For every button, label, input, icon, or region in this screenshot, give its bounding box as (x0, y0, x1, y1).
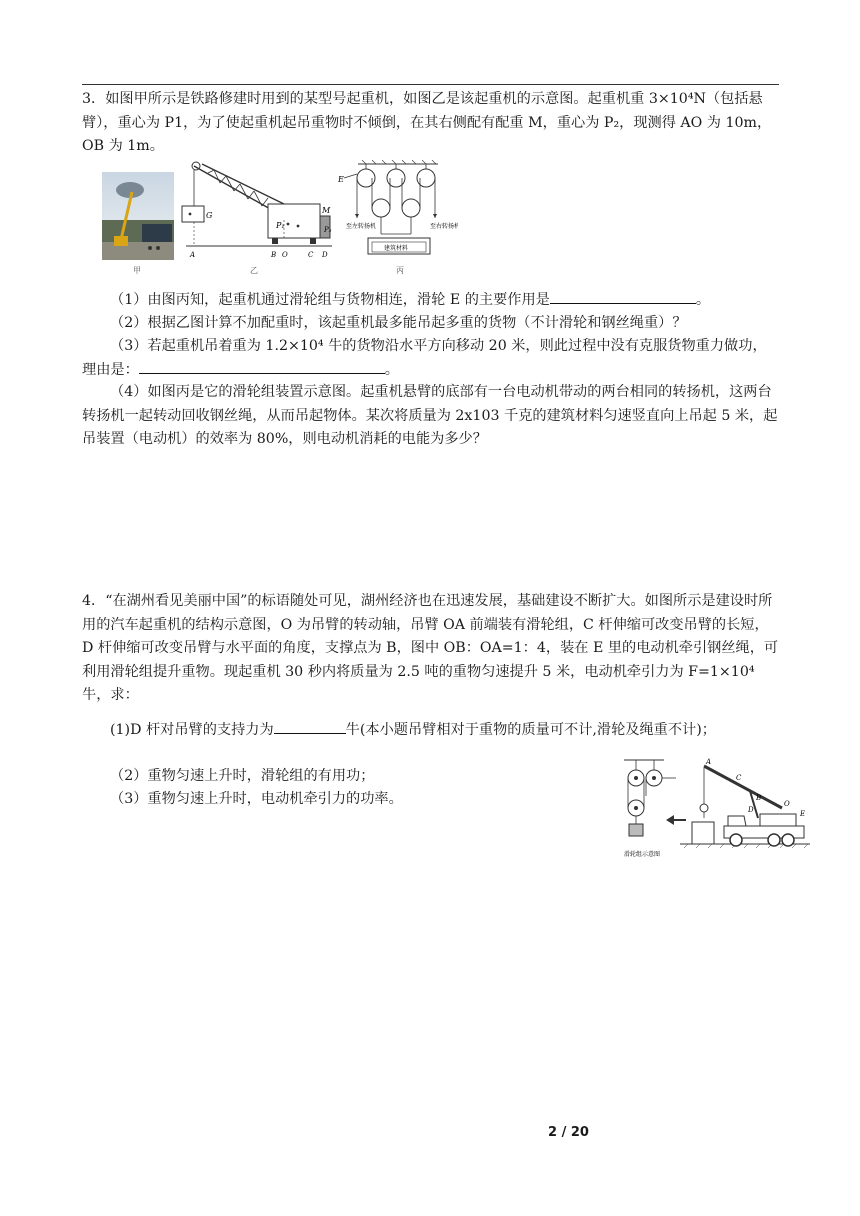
label-materials: 建筑材料 (384, 245, 409, 252)
q3-sub3-text: （3）若起重机吊着重为 1.2×10⁴ 牛的货物沿水平方向移动 20 米，则此过程中没有克服货物重力做功，理由是： (82, 338, 767, 378)
q3-sub2: （2）根据乙图计算不加配重时，该起重机最多能吊起多重的货物（不计滑轮和钢丝绳重）？ (110, 315, 687, 331)
figure-jia (102, 172, 174, 260)
crane-diagram (176, 160, 336, 264)
q3-sub3 (82, 335, 779, 382)
pulley-diagram (338, 160, 458, 264)
q3-sub4: （4）如图丙是它的滑轮组装置示意图。起重机悬臂的底部有一台电动机带动的两台相同的转扬机，这两台转扬机一起转动回收钢丝绳，从而吊起物体。某次将质量为 2x103 千克的建筑材料匀速竖直向上吊起 5 米，起吊装置（电动机）的效率为 80%，则电动机消耗的电能为多少？ (82, 384, 778, 447)
label-pulley-caption: 滑轮组示意图 (624, 851, 661, 858)
figure-bing-caption: 丙 (396, 266, 404, 275)
label-P1: P₁ (276, 221, 285, 230)
q3-sub1-blank[interactable] (550, 289, 696, 304)
label-q4-D: D (748, 806, 754, 814)
q3-sub1-text: （1）由图丙知，起重机通过滑轮组与货物相连，滑轮 E 的主要作用是 (110, 292, 550, 308)
label-D: D (322, 251, 328, 259)
figure-yi (176, 160, 336, 264)
q3-sub1 (82, 289, 779, 313)
label-q4-B: B (756, 794, 762, 802)
q4-sub1-end: 牛(本小题吊臂相对于重物的质量可不计,滑轮及绳重不计)； (345, 722, 716, 738)
q3-intro: 3．如图甲所示是铁路修建时用到的某型号起重机，如图乙是该起重机的示意图。起重机重 3×10⁴N（包括悬臂），重心为 P1，为了使起重机起吊重物时不倾倒，在其右侧配有配重 M，重心为 P₂，现测得 AO 为 10m，OB 为 1m。 (82, 91, 772, 154)
crane-photo (102, 172, 174, 260)
figure-jia-caption: 甲 (133, 266, 141, 275)
q3-sub3-blank[interactable] (139, 359, 385, 374)
q3-sub1-end: 。 (695, 292, 711, 308)
label-G: G (206, 211, 213, 220)
label-q4-C: C (736, 774, 742, 782)
label-E: E (338, 175, 344, 184)
page-number: 2 / 20 (548, 1125, 589, 1140)
header-rule (82, 84, 779, 85)
q4-intro: 4．“在湖州看见美丽中国”的标语随处可见，湖州经济也在迅速发展，基础建设不断扩大。如图所示是建设时所用的汽车起重机的结构示意图，O 为吊臂的转动轴，吊臂 OA 前端装有滑轮组，C 杆伸缩可改变吊臂的长短，D 杆伸缩可改变吊臂与水平面的角度，支撑点为 B，图中 OB：OA=1：4，装在 E 里的电动机牵引钢丝绳，可利用滑轮组提升重物。现起重机 30 秒内将质量为 2.5 吨的重物匀速提升 5 米，电动机牵引力为 F=1×10⁴ 牛，求： (82, 593, 779, 703)
label-M: M (322, 206, 331, 215)
figure-bing (338, 160, 458, 264)
q4-sub3: （3）重物匀速上升时，电动机牵引力的功率。 (110, 791, 403, 807)
q4-sub1 (82, 719, 779, 743)
label-P2: P₂ (324, 226, 332, 234)
label-q4-A: A (706, 758, 712, 766)
q4-sub1-text: (1)D 杆对吊臂的支持力为 (110, 722, 274, 738)
q4-sub2: （2）重物匀速上升时，滑轮组的有用功； (110, 768, 375, 784)
label-O: O (282, 251, 288, 259)
label-right-hoist: 至右转扬机 (430, 223, 458, 230)
q4-sub1-blank[interactable] (274, 719, 346, 734)
label-left-hoist: 至左转扬机 (346, 223, 377, 230)
figure-yi-caption: 乙 (250, 266, 258, 275)
label-q4-O: O (784, 800, 790, 808)
label-B: B (271, 251, 277, 259)
label-q4-E: E (800, 810, 806, 818)
q3-sub3-end: 。 (384, 361, 399, 378)
label-C: C (308, 251, 314, 259)
figure-q4 (620, 756, 812, 860)
truck-crane-diagram (620, 756, 812, 860)
label-A: A (190, 251, 196, 259)
